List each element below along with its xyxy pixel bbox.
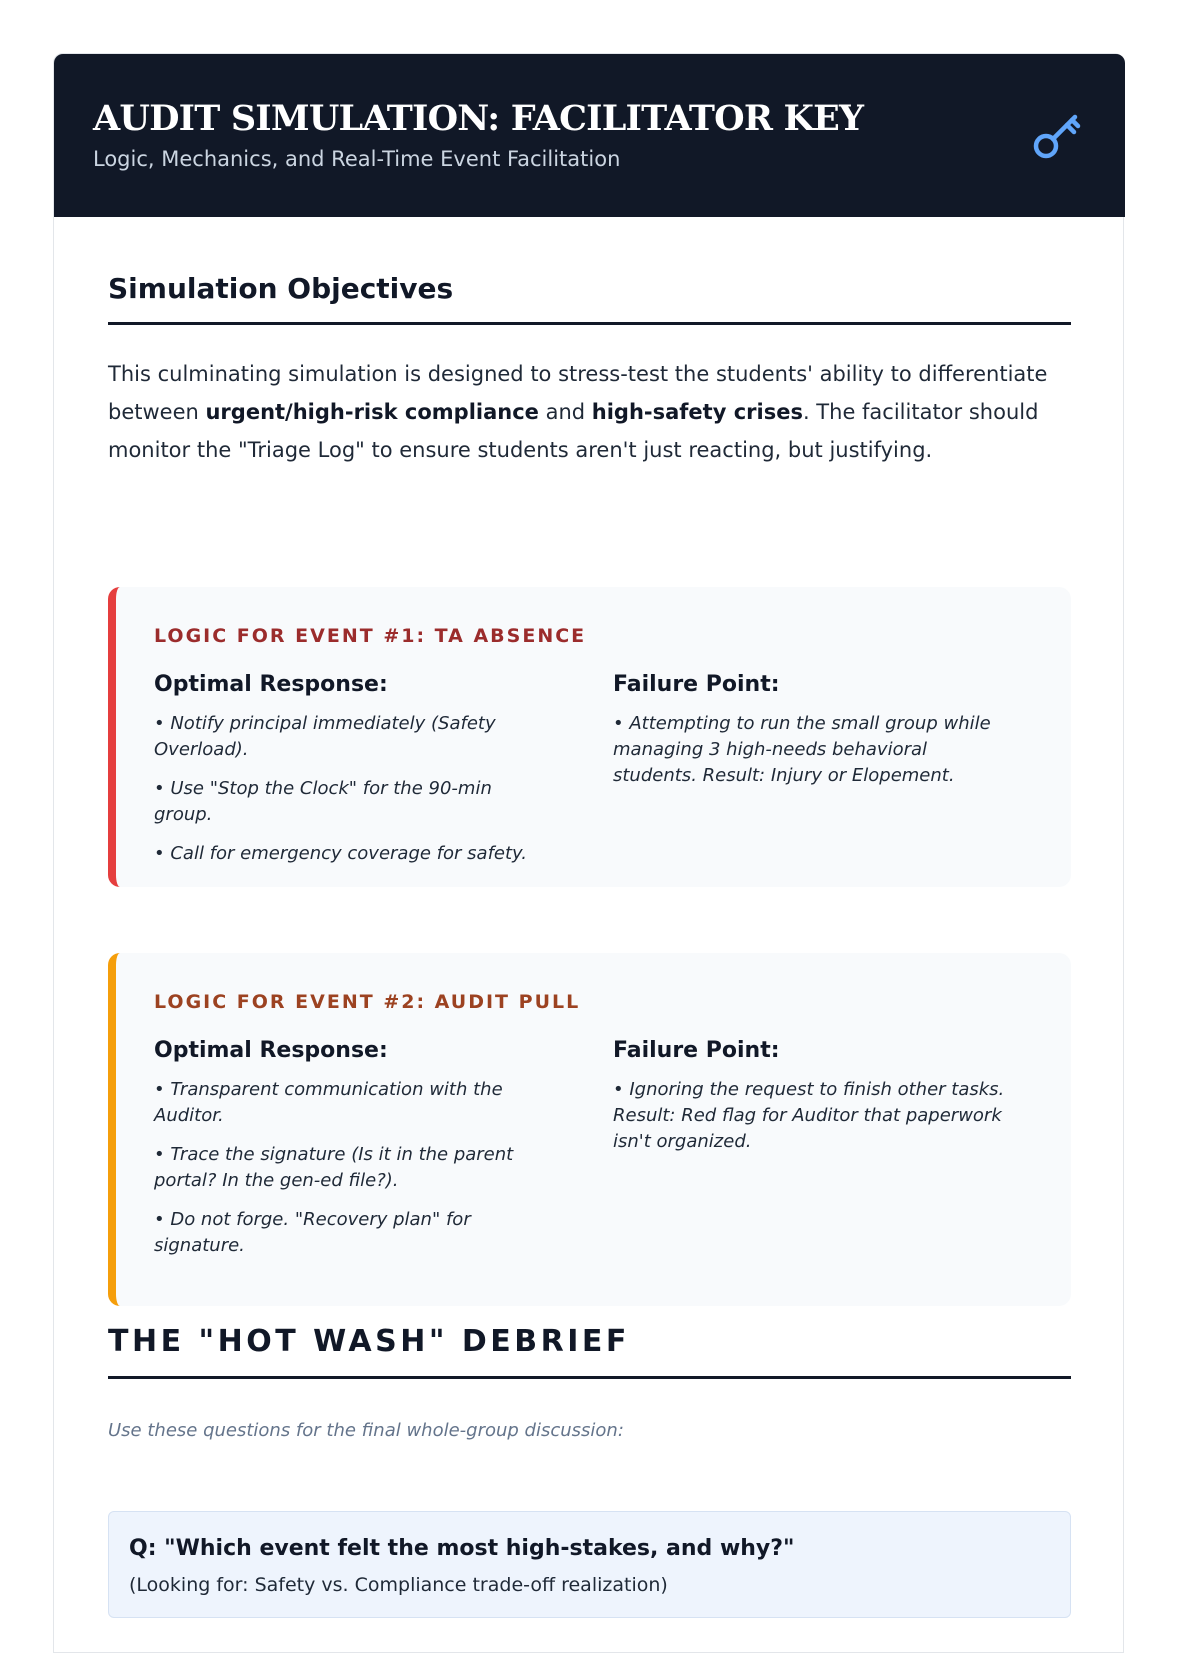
debrief-question-hint: (Looking for: Safety vs. Compliance trade-off realization) [129,1574,668,1596]
debrief-question: Q: "Which event felt the most high-stakes, and why?" [129,1536,795,1561]
failure-point-column [613,672,1013,802]
optimal-response-item: • Notify principal immediately (Safety Overload). [154,713,496,760]
optimal-response-item: • Do not forge. "Recovery plan" for signature. [154,1209,471,1256]
failure-point-column [613,1038,1013,1168]
optimal-response-item: • Call for emergency coverage for safety. [154,843,528,864]
debrief-note: Use these questions for the final whole-group discussion: [108,1420,624,1441]
objectives-intro [108,355,1071,469]
optimal-response-heading: Optimal Response: [154,1038,388,1063]
objectives-heading: Simulation Objectives [108,272,1071,325]
intro-text: and [538,400,592,424]
event-label: LOGIC FOR EVENT #2: AUDIT PULL [154,991,581,1013]
page-title: AUDIT SIMULATION: FACILITATOR KEY [93,98,864,139]
failure-point-item: • Ignoring the request to finish other tasks. Result: Red flag for Auditor that paperwork isn't organized. [613,1079,1005,1152]
key-icon [1030,108,1086,164]
optimal-response-column [154,1038,554,1272]
facilitator-key-card [53,53,1124,1653]
optimal-response-item: • Use "Stop the Clock" for the 90-min group. [154,778,492,825]
debrief-question-card [108,1511,1071,1618]
failure-point-heading: Failure Point: [613,1038,780,1063]
event-card-audit-pull [108,953,1071,1306]
intro-emphasis-compliance: urgent/high-risk compliance [205,400,539,424]
failure-point-heading: Failure Point: [613,672,780,697]
page-subtitle: Logic, Mechanics, and Real-Time Event Facilitation [93,147,621,171]
failure-point-item: • Attempting to run the small group while managing 3 high-needs behavioral students. Result: Injury or Elopement. [613,713,991,786]
event-label: LOGIC FOR EVENT #1: TA ABSENCE [154,625,587,647]
page-header [54,54,1125,217]
intro-emphasis-safety: high-safety crises [591,400,803,424]
optimal-response-column [154,672,554,880]
optimal-response-heading: Optimal Response: [154,672,388,697]
intro-text: . The facilitator should monitor the "Triage Log" to ensure students aren't just reacting, but justifying. [108,400,1039,462]
intro-text: This culminating simulation is designed to stress-test the students' ability to differentiate between [108,362,1048,424]
debrief-heading: THE "HOT WASH" DEBRIEF [108,1324,1071,1379]
optimal-response-item: • Trace the signature (Is it in the parent portal? In the gen-ed file?). [154,1144,514,1191]
event-card-ta-absence [108,587,1071,887]
optimal-response-item: • Transparent communication with the Auditor. [154,1079,503,1126]
